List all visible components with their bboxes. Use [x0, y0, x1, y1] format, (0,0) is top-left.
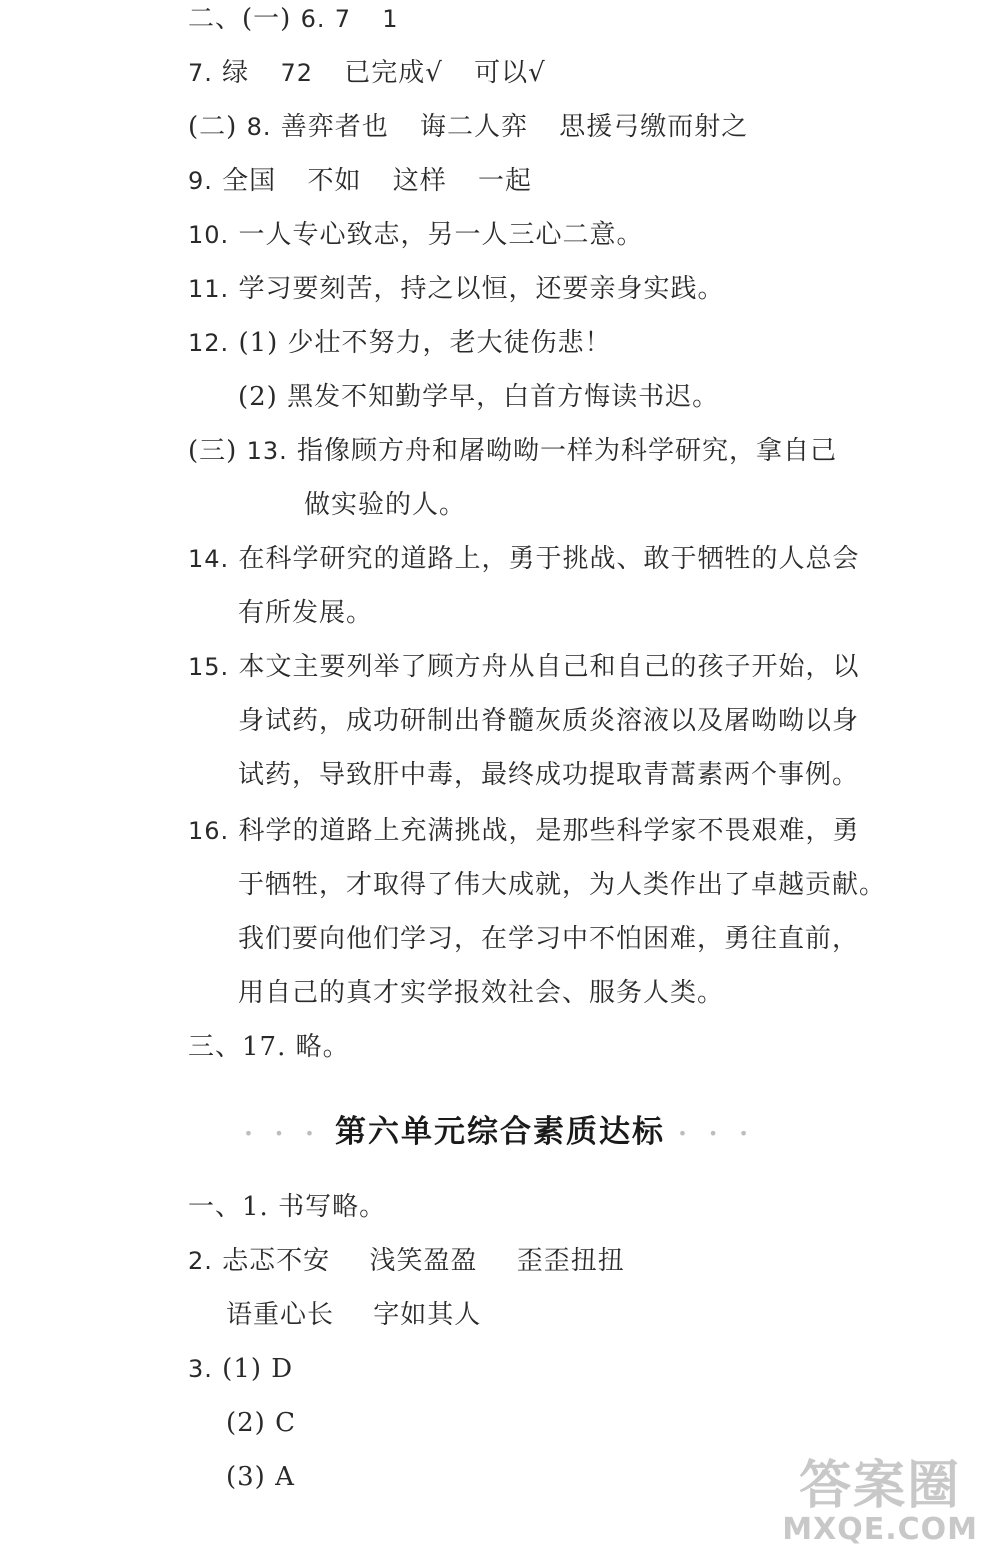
answer-line-q17 — [188, 1030, 350, 1064]
answer-value: 浅笑盈盈 — [369, 1246, 478, 1276]
unit-title — [0, 1106, 1000, 1151]
question-number: 7. — [188, 59, 213, 87]
answer-line-u2-1 — [188, 1244, 625, 1278]
answer-text: (3) A — [226, 1462, 295, 1492]
answer-text: 于牺牲，才取得了伟大成就，为人类作出了卓越贡献。 — [238, 870, 887, 900]
question-number: 16. — [188, 817, 230, 845]
answer-text: 在科学研究的道路上，勇于挑战、敢于牺牲的人总会 — [238, 544, 860, 574]
question-number: 6. — [300, 5, 326, 33]
answer-line-u3-1 — [188, 1352, 293, 1386]
answer-line-part1 — [188, 2, 399, 36]
watermark-url: MXQE.COM — [782, 1512, 978, 1547]
answer-value: 1 — [382, 5, 399, 33]
answer-value: 歪歪扭扭 — [516, 1246, 625, 1276]
answer-line-q16-1 — [188, 814, 859, 848]
answer-value: 绿 — [222, 58, 250, 88]
answer-value: 可以√ — [474, 58, 546, 88]
answer-line-q12-1 — [188, 326, 612, 360]
answer-text: (1) 少壮不努力，老大徒伤悲！ — [238, 328, 612, 358]
answer-line-q16-2 — [238, 868, 886, 902]
answer-text: 我们要向他们学习，在学习中不怕困难，勇往直前， — [238, 924, 860, 954]
unit-title-text: 第六单元综合素质达标 — [335, 1114, 665, 1150]
answer-line-q13-2 — [304, 488, 466, 522]
answer-line-q15-1 — [188, 650, 859, 684]
answer-line-u3-2 — [226, 1406, 296, 1440]
answer-text: 学习要刻苦，持之以恒，还要亲身实践。 — [238, 274, 725, 304]
answer-line-q15-2 — [238, 704, 859, 738]
question-number: 8. — [246, 113, 272, 141]
question-number: 9. — [188, 167, 213, 195]
answer-value: 一起 — [478, 166, 533, 196]
answer-value: 已完成√ — [344, 58, 443, 88]
section-label: (三) — [188, 436, 238, 466]
watermark-logo: 答案圈 — [799, 1456, 962, 1516]
answer-value: 诲二人弈 — [420, 112, 529, 142]
answer-line-q8 — [188, 110, 748, 144]
question-number: 3. — [188, 1355, 213, 1383]
answer-line-q13-1 — [188, 434, 837, 468]
answer-text: 书写略。 — [278, 1192, 387, 1222]
question-number: 14. — [188, 545, 230, 573]
answer-text: 略。 — [295, 1032, 350, 1062]
answer-text: 有所发展。 — [238, 598, 374, 628]
answer-value: 忐忑不安 — [222, 1246, 331, 1276]
answer-line-q14-1 — [188, 542, 859, 576]
answer-line-q12-2 — [238, 380, 719, 414]
answer-line-q14-2 — [238, 596, 373, 630]
answer-line-q10 — [188, 218, 643, 252]
answer-value: 全国 — [222, 166, 277, 196]
site-watermark — [782, 1458, 978, 1546]
decorative-dots-right: • • • — [677, 1124, 757, 1143]
answer-value: 72 — [280, 59, 313, 87]
section-label: 三、17. — [188, 1032, 287, 1062]
answer-line-q11 — [188, 272, 724, 306]
answer-value: 语重心长 — [226, 1300, 335, 1330]
answer-text: 指像顾方舟和屠呦呦一样为科学研究，拿自己 — [297, 436, 838, 466]
answer-line-q16-4 — [238, 976, 724, 1010]
section-label: 一、1. — [188, 1192, 269, 1222]
answer-line-q7 — [188, 56, 546, 90]
question-number: 13. — [246, 437, 288, 465]
answer-text: 做实验的人。 — [304, 490, 467, 520]
answer-value: 7 — [334, 5, 352, 33]
answer-value: 善弈者也 — [280, 112, 389, 142]
answer-line-u2-2 — [226, 1298, 481, 1332]
answer-text: 一人专心致志，另一人三心二意。 — [238, 220, 644, 250]
answer-value: 不如 — [307, 166, 362, 196]
question-number: 15. — [188, 653, 230, 681]
answer-text: 试药，导致肝中毒，最终成功提取青蒿素两个事例。 — [238, 760, 860, 790]
answer-text: (2) 黑发不知勤学早，白首方悔读书迟。 — [238, 382, 720, 412]
answer-line-q15-3 — [238, 758, 859, 792]
answer-text: (2) C — [226, 1408, 296, 1438]
answer-value: 字如其人 — [373, 1300, 482, 1330]
answer-text: 身试药，成功研制出脊髓灰质炎溶液以及屠呦呦以身 — [238, 706, 860, 736]
section-label: (二) — [188, 112, 238, 142]
question-number: 12. — [188, 329, 230, 357]
answer-text: 科学的道路上充满挑战，是那些科学家不畏艰难，勇 — [238, 816, 860, 846]
answer-value: 这样 — [392, 166, 447, 196]
answer-value: 思援弓缴而射之 — [559, 112, 749, 142]
question-number: 10. — [188, 221, 230, 249]
question-number: 2. — [188, 1247, 213, 1275]
answer-line-u3-3 — [226, 1460, 295, 1494]
question-number: 11. — [188, 275, 230, 303]
answer-line-u1 — [188, 1190, 386, 1224]
answer-line-q16-3 — [238, 922, 859, 956]
decorative-dots-left: • • • — [243, 1124, 323, 1143]
section-label: 二、(一) — [188, 4, 292, 34]
answer-text: 本文主要列举了顾方舟从自己和自己的孩子开始，以 — [238, 652, 860, 682]
answer-text: (1) D — [222, 1354, 294, 1384]
answer-line-q9 — [188, 164, 532, 198]
answer-text: 用自己的真才实学报效社会、服务人类。 — [238, 978, 725, 1008]
